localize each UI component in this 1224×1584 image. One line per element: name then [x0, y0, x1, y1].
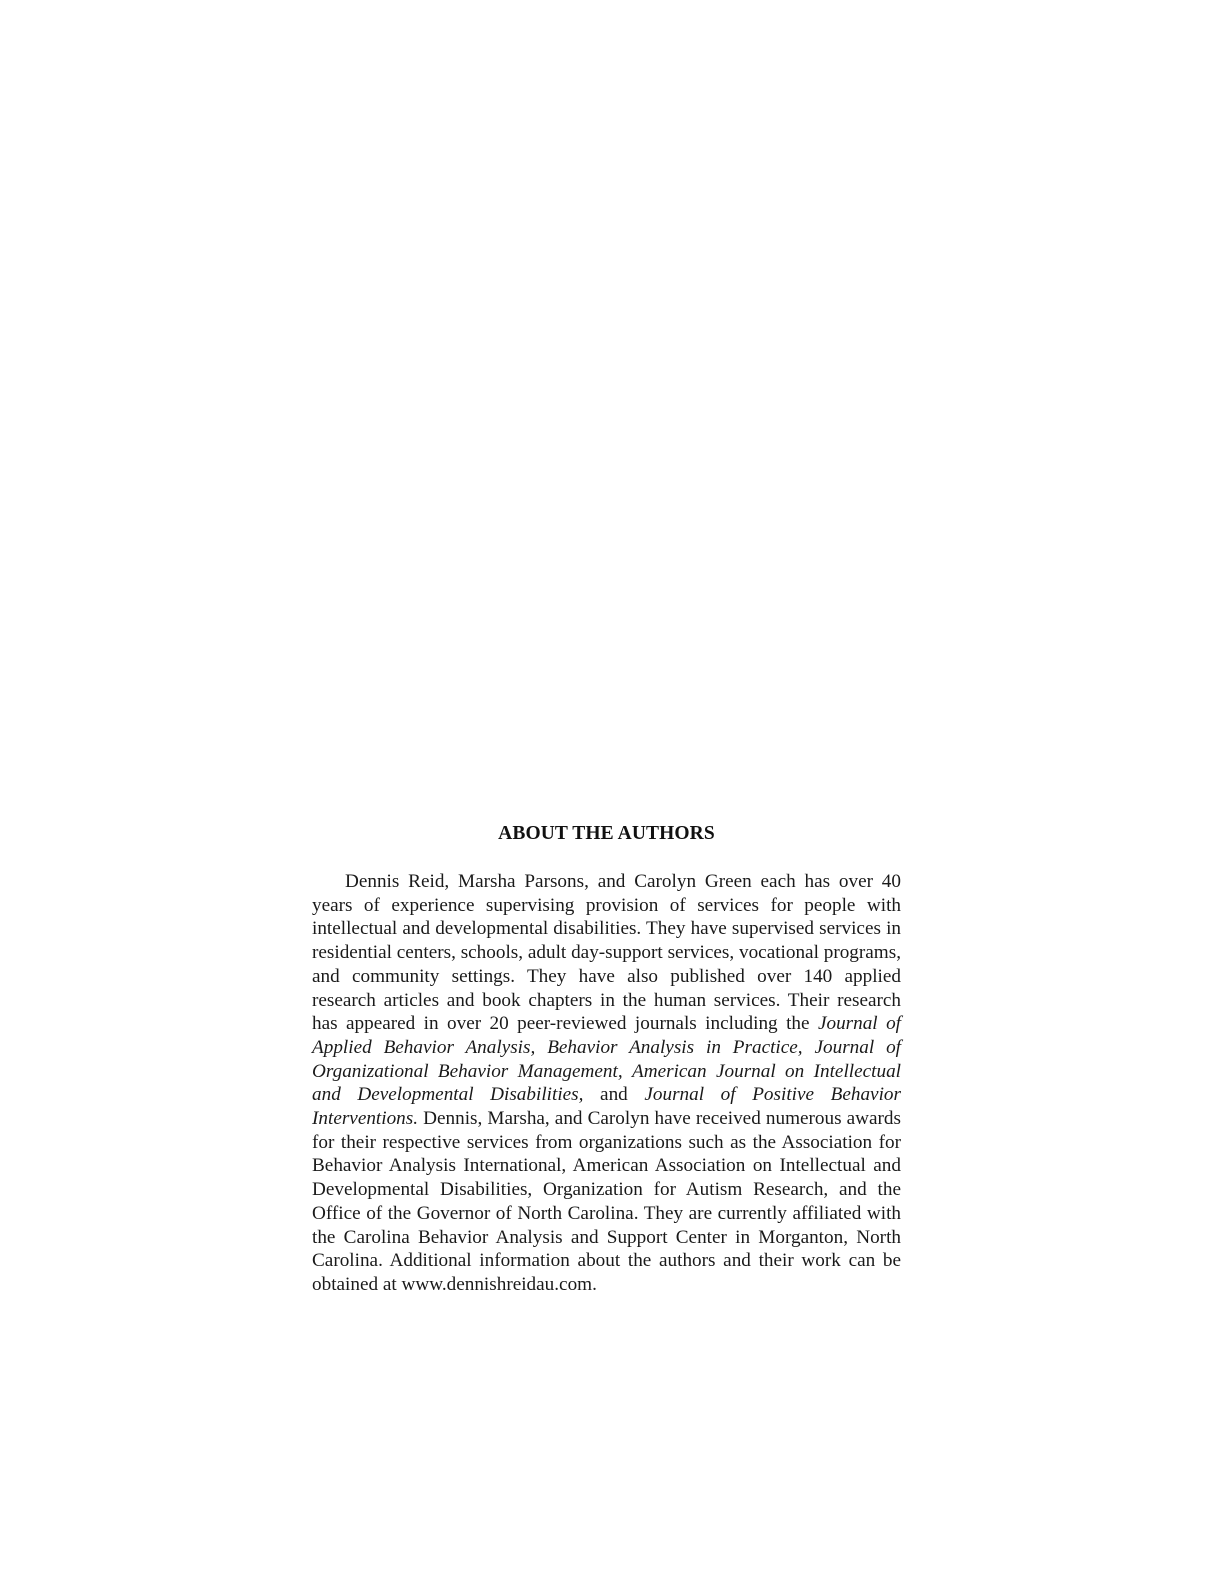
journal-title-organizational-behavior-management: Journal of Organizational Behavior Management,: [312, 1036, 902, 1082]
journal-title-intellectual-developmental-disabilities: American Journal on Intellectual and Developmental Disabilities,: [312, 1060, 901, 1106]
author-bio-paragraph: [312, 870, 901, 1297]
about-the-authors-section: [312, 820, 901, 1297]
bio-text-separator: [623, 1061, 632, 1082]
journal-title-applied-behavior-analysis: Journal of Applied Behavior Analysis,: [312, 1013, 901, 1058]
bio-text-separator: [535, 1037, 547, 1058]
bio-text-separator: and: [583, 1084, 645, 1106]
journal-title-positive-behavior-interventions: Journal of Positive Behavior Interventions.: [312, 1084, 901, 1130]
section-heading: ABOUT THE AUTHORS: [498, 823, 715, 844]
bio-text-conclusion: Dennis, Marsha, and Carolyn have received numerous awards for their respective services from organizations such as the Association for Behavior Analysis International, American Association on Intellectual and Developmental Disabilities, Organization for Autism Research, and the Office of the Governor of North Carolina. They are currently affiliated with the Carolina Behavior Analysis and Support Center in Morganton, North Carolina. Additional information about the authors and their work can be obtained at www.dennishreidau.com.: [312, 1108, 901, 1295]
bio-text-intro: Dennis Reid, Marsha Parsons, and Carolyn Green each has over 40 years of experience supervising provision of services for people with intellectual and developmental disabilities. They have supervised services in residential centers, schools, adult day-support services, vocational programs, and community settings. They have also published over 140 applied research articles and book chapters in the human services. Their research has appeared in over 20 peer-reviewed journals including the: [312, 871, 901, 1035]
journal-title-behavior-analysis-in-practice: Behavior Analysis in Practice,: [547, 1036, 803, 1058]
bio-text-separator: [803, 1037, 815, 1058]
